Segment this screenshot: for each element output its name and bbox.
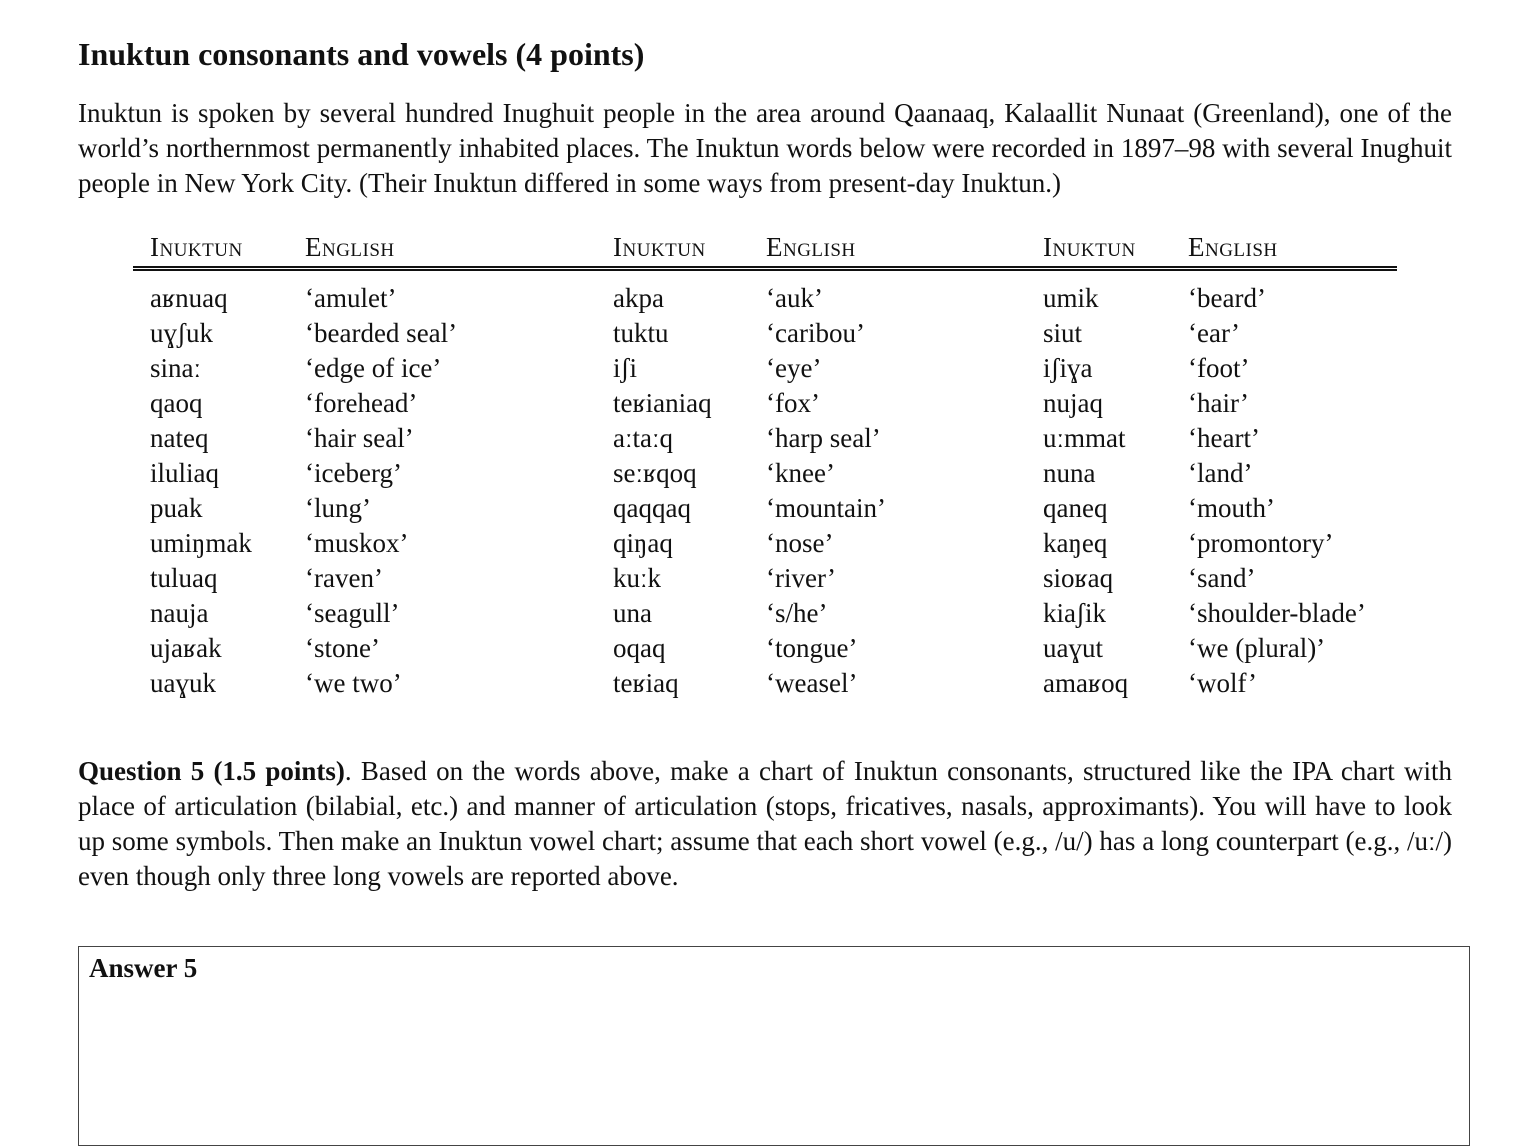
english-gloss: ‘s/he’ [766, 598, 828, 628]
english-gloss: ‘caribou’ [766, 318, 865, 348]
english-gloss: ‘iceberg’ [305, 458, 402, 488]
inuktun-word: aʁnuaq [150, 283, 228, 313]
english-gloss: ‘forehead’ [305, 388, 418, 418]
inuktun-word: aːtaːq [613, 423, 673, 453]
inuktun-word: iʃi [613, 353, 637, 383]
inuktun-word: seːʁqoq [613, 458, 697, 488]
page-title: Inuktun consonants and vowels (4 points) [78, 36, 645, 72]
english-gloss: ‘hair’ [1188, 388, 1249, 418]
inuktun-word: puak [150, 493, 203, 523]
english-gloss: ‘hair seal’ [305, 423, 414, 453]
header-english-2: English [766, 231, 856, 262]
header-english-1: English [305, 231, 395, 262]
english-gloss: ‘foot’ [1188, 353, 1250, 383]
english-gloss: ‘ear’ [1188, 318, 1240, 348]
inuktun-word: kiaʃik [1043, 598, 1106, 628]
english-gloss: ‘raven’ [305, 563, 383, 593]
english-gloss: ‘mountain’ [766, 493, 886, 523]
table-row [133, 456, 1397, 491]
table-row [133, 596, 1397, 631]
inuktun-word: nateq [150, 423, 209, 453]
english-gloss: ‘fox’ [766, 388, 820, 418]
english-gloss: ‘sand’ [1188, 563, 1256, 593]
inuktun-word: kuːk [613, 563, 662, 593]
english-gloss: ‘shoulder-blade’ [1188, 598, 1366, 628]
inuktun-word: qaqqaq [613, 493, 691, 523]
inuktun-word: uːmmat [1043, 423, 1126, 453]
table-row [133, 491, 1397, 526]
table-row [133, 269, 1397, 317]
inuktun-word: sinaː [150, 353, 201, 383]
inuktun-word: iluliaq [150, 458, 219, 488]
header-inuktun-3: Inuktun [1043, 231, 1136, 262]
english-gloss: ‘bearded seal’ [305, 318, 458, 348]
english-gloss: ‘wolf’ [1188, 668, 1257, 698]
inuktun-word: teʁianiaq [613, 388, 712, 418]
inuktun-word: uɣʃuk [150, 318, 213, 348]
header-english-3: English [1188, 231, 1278, 262]
inuktun-word: ujaʁak [150, 633, 222, 663]
english-gloss: ‘weasel’ [766, 668, 858, 698]
inuktun-word: nuna [1043, 458, 1096, 488]
inuktun-word: tuluaq [150, 563, 218, 593]
table-row [133, 351, 1397, 386]
english-gloss: ‘eye’ [766, 353, 822, 383]
header-inuktun-1: Inuktun [150, 231, 243, 262]
answer-5-label: Answer 5 [89, 953, 198, 983]
english-gloss: ‘we (plural)’ [1188, 633, 1326, 663]
english-gloss: ‘nose’ [766, 528, 834, 558]
english-gloss: ‘seagull’ [305, 598, 400, 628]
inuktun-word: sioʁaq [1043, 563, 1114, 593]
english-gloss: ‘muskox’ [305, 528, 409, 558]
english-gloss: ‘lung’ [305, 493, 371, 523]
header-inuktun-2: Inuktun [613, 231, 706, 262]
inuktun-word: qaoq [150, 388, 203, 418]
english-gloss: ‘amulet’ [305, 283, 397, 313]
inuktun-word: nujaq [1043, 388, 1103, 418]
table-row [133, 666, 1397, 701]
english-gloss: ‘heart’ [1188, 423, 1260, 453]
table-row [133, 561, 1397, 596]
english-gloss: ‘stone’ [305, 633, 380, 663]
inuktun-word: nauja [150, 598, 209, 628]
inuktun-word: umik [1043, 283, 1099, 313]
inuktun-word: siut [1043, 318, 1083, 348]
inuktun-word: tuktu [613, 318, 669, 348]
question-5 [78, 754, 1452, 894]
table-row [133, 421, 1397, 456]
inuktun-word: akpa [613, 283, 664, 313]
table-row [133, 631, 1397, 666]
inuktun-word: teʁiaq [613, 668, 679, 698]
english-gloss: ‘mouth’ [1188, 493, 1275, 523]
inuktun-word: oqaq [613, 633, 666, 663]
inuktun-word: amaʁoq [1043, 668, 1129, 698]
english-gloss: ‘harp seal’ [766, 423, 881, 453]
inuktun-word: qiŋaq [613, 528, 673, 558]
table-row [133, 386, 1397, 421]
intro-paragraph: Inuktun is spoken by several hundred Inughuit people in the area around Qaanaaq, Kalaallit Nunaat (Greenland), one of the world’s northernmost permanently inhabited places. The Inuktun words below were recorded in 1897–98 with several Inughuit people in New York City. (Their Inuktun differed in some ways from present-day Inuktun.) [78, 98, 1452, 198]
english-gloss: ‘land’ [1188, 458, 1253, 488]
question-5-label: Question 5 (1.5 points) [78, 756, 345, 786]
word-table-body [133, 269, 1397, 702]
inuktun-word: umiŋmak [150, 528, 252, 558]
word-table-header [133, 228, 1397, 269]
english-gloss: ‘edge of ice’ [305, 353, 442, 383]
english-gloss: ‘promontory’ [1188, 528, 1334, 558]
english-gloss: ‘auk’ [766, 283, 823, 313]
table-row [133, 526, 1397, 561]
inuktun-word: una [613, 598, 652, 628]
english-gloss: ‘beard’ [1188, 283, 1266, 313]
inuktun-word: qaneq [1043, 493, 1108, 523]
word-table [133, 228, 1397, 701]
answer-5-box[interactable] [78, 946, 1470, 1146]
table-row [133, 316, 1397, 351]
english-gloss: ‘river’ [766, 563, 836, 593]
inuktun-word: kaŋeq [1043, 528, 1108, 558]
inuktun-word: uaɣut [1043, 633, 1103, 663]
english-gloss: ‘tongue’ [766, 633, 858, 663]
question-5-text: . Based on the words above, make a chart of Inuktun consonants, structured like the IPA chart with place of articulation (bilabial, etc.) and manner of articulation (stops, fricatives, nasals, approximants). You will have to look up some symbols. Then make an Inuktun vowel chart; assume that each short vowel (e.g., /u/) has a long counterpart (e.g., /uː/) even though only three long vowels are reported above. [78, 756, 1452, 891]
inuktun-word: uaɣuk [150, 668, 216, 698]
english-gloss: ‘we two’ [305, 668, 402, 698]
english-gloss: ‘knee’ [766, 458, 835, 488]
inuktun-word: iʃiɣa [1043, 353, 1093, 383]
